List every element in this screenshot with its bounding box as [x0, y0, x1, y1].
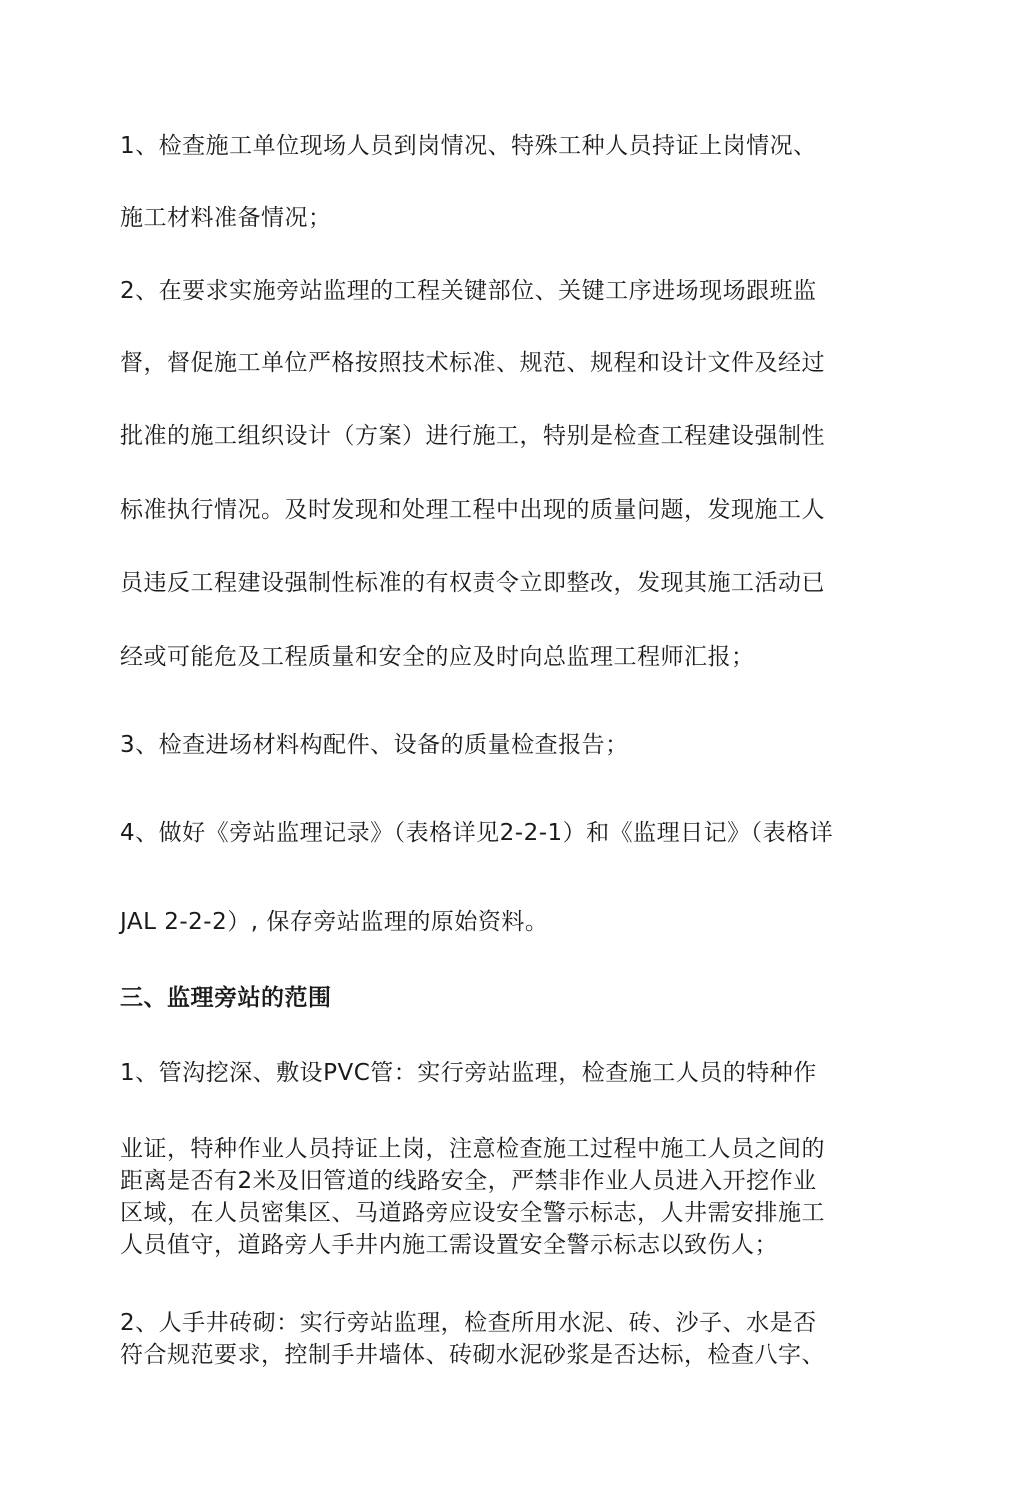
paragraph-line-3: 2、在要求实施旁站监理的工程关键部位、关键工序进场现场跟班监 — [120, 278, 817, 304]
paragraph-line-14: 业证，特种作业人员持证上岗，注意检查施工过程中施工人员之间的 — [120, 1136, 825, 1162]
paragraph-line-19: 符合规范要求，控制手井墙体、砖砌水泥砂浆是否达标，检查八字、 — [120, 1342, 825, 1368]
paragraph-line-15: 距离是否有2米及旧管道的线路安全，严禁非作业人员进入开挖作业 — [120, 1168, 817, 1194]
paragraph-line-8: 经或可能危及工程质量和安全的应及时向总监理工程师汇报； — [120, 644, 755, 670]
paragraph-line-17: 人员值守，道路旁人手井内施工需设置安全警示标志以致伤人； — [120, 1232, 778, 1258]
paragraph-line-9: 3、检查进场材料构配件、设备的质量检查报告； — [120, 732, 629, 758]
paragraph-line-16: 区域，在人员密集区、马道路旁应设安全警示标志，人井需安排施工 — [120, 1200, 825, 1226]
paragraph-line-4: 督，督促施工单位严格按照技术标准、规范、规程和设计文件及经过 — [120, 350, 825, 376]
paragraph-line-6: 标准执行情况。及时发现和处理工程中出现的质量问题，发现施工人 — [120, 497, 825, 523]
paragraph-line-11: JAL 2-2-2）, 保存旁站监理的原始资料。 — [120, 909, 549, 935]
paragraph-line-13: 1、管沟挖深、敷设PVC管：实行旁站监理，检查施工人员的特种作 — [120, 1060, 817, 1086]
paragraph-line-2: 施工材料准备情况； — [120, 205, 332, 231]
paragraph-line-5: 批准的施工组织设计（方案）进行施工，特别是检查工程建设强制性 — [120, 423, 825, 449]
paragraph-line-18: 2、人手井砖砌：实行旁站监理，检查所用水泥、砖、沙子、水是否 — [120, 1310, 817, 1336]
paragraph-line-10: 4、做好《旁站监理记录》（表格详见2-2-1）和《监理日记》（表格详 — [120, 820, 834, 846]
paragraph-line-1: 1、检查施工单位现场人员到岗情况、特殊工种人员持证上岗情况、 — [120, 133, 817, 159]
section-heading: 三、监理旁站的范围 — [120, 985, 332, 1011]
paragraph-line-7: 员违反工程建设强制性标准的有权责令立即整改，发现其施工活动已 — [120, 570, 825, 596]
